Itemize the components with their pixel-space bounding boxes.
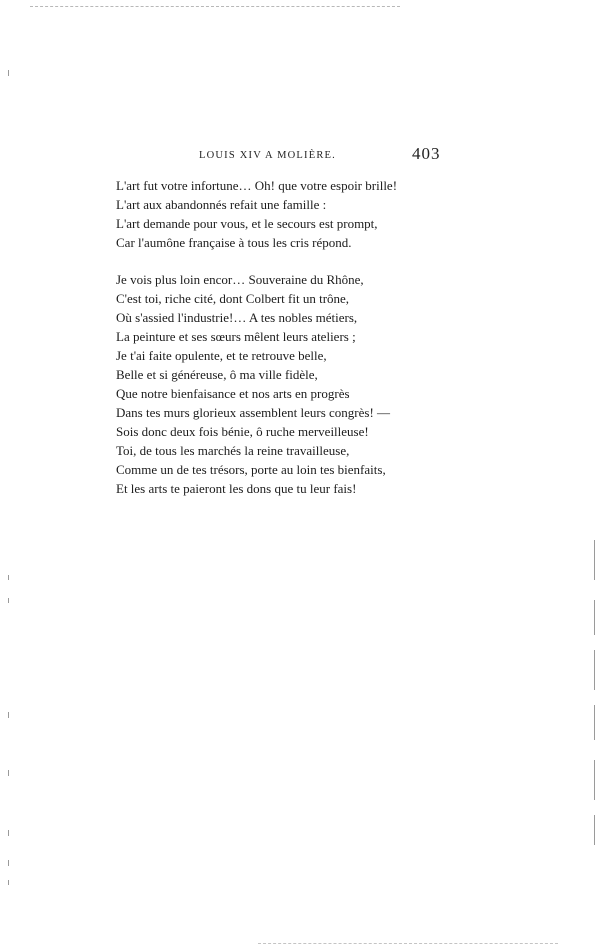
margin-mark [8, 880, 9, 885]
verse-line: Que notre bienfaisance et nos arts en progrès [116, 386, 350, 401]
verse-line: Sois donc deux fois bénie, ô ruche merveilleuse! [116, 424, 369, 439]
verse-line: Et les arts te paieront les dons que tu leur fais! [116, 481, 357, 496]
margin-mark [594, 705, 595, 740]
running-head: LOUIS XIV A MOLIÈRE. [199, 150, 336, 161]
page-number: 403 [412, 144, 441, 163]
verse-line: Où s'assied l'industrie!… A tes nobles métiers, [116, 310, 358, 325]
verse-line: Je t'ai faite opulente, et te retrouve belle, [116, 348, 327, 363]
verse-line: Belle et si généreuse, ô ma ville fidèle, [116, 367, 318, 382]
margin-mark [8, 770, 9, 776]
scan-border-top [30, 6, 400, 7]
margin-mark [8, 70, 9, 76]
stanza [116, 270, 390, 498]
verse-line: Car l'aumône française à tous les cris répond. [116, 235, 352, 250]
stanza [116, 176, 397, 252]
margin-mark [594, 540, 595, 580]
verse-line: L'art demande pour vous, et le secours est prompt, [116, 216, 378, 231]
margin-mark [594, 815, 595, 845]
margin-mark [8, 712, 9, 718]
margin-mark [594, 600, 595, 635]
verse-line: Comme un de tes trésors, porte au loin tes bienfaits, [116, 462, 386, 477]
margin-mark [8, 575, 9, 580]
verse-line: L'art aux abandonnés refait une famille : [116, 197, 327, 212]
verse-line: La peinture et ses sœurs mêlent leurs ateliers ; [116, 329, 356, 344]
margin-mark [594, 650, 595, 690]
verse-line: Je vois plus loin encor… Souveraine du Rhône, [116, 272, 364, 287]
verse-line: Toi, de tous les marchés la reine travailleuse, [116, 443, 350, 458]
margin-mark [8, 830, 9, 836]
verse-line: L'art fut votre infortune… Oh! que votre espoir brille! [116, 178, 398, 193]
verse-line: C'est toi, riche cité, dont Colbert fit un trône, [116, 291, 350, 306]
margin-mark [8, 860, 9, 866]
margin-mark [8, 598, 9, 603]
scan-border-bottom [258, 943, 558, 944]
verse-line: Dans tes murs glorieux assemblent leurs congrès! — [116, 405, 391, 420]
margin-mark [594, 760, 595, 800]
